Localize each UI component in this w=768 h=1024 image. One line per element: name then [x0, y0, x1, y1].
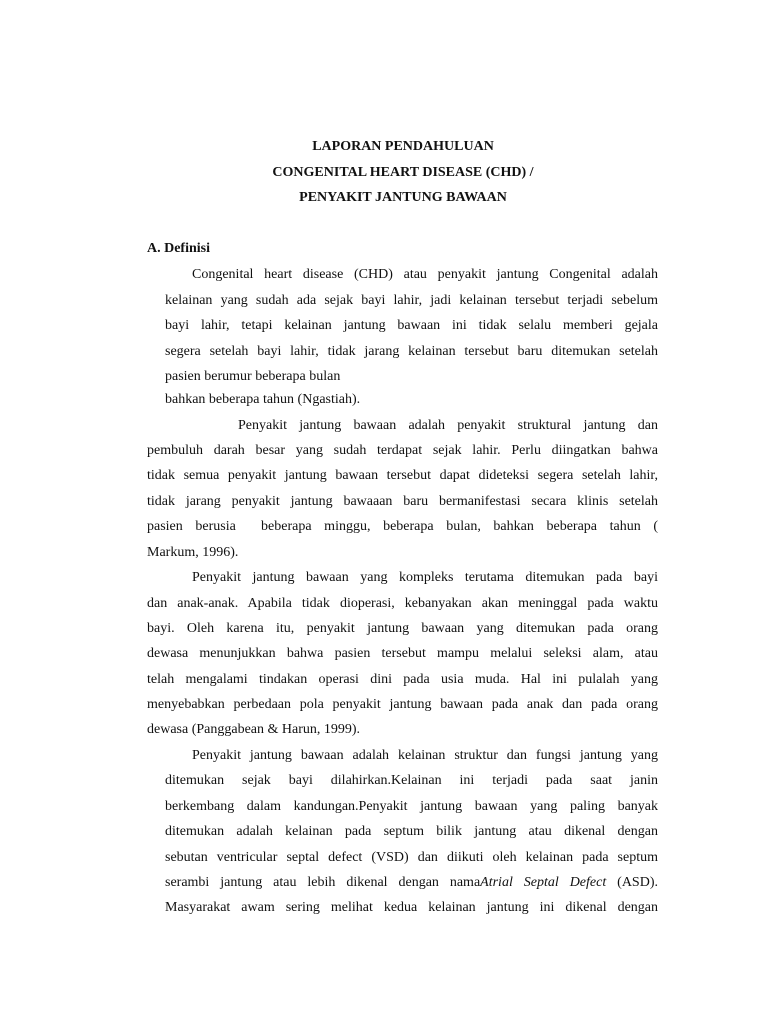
para1-line-2: kelainan yang sudah ada sejak bayi lahir, jadi kelainan tersebut terjadi sebelum: [165, 293, 658, 308]
para2-line-6: Markum, 1996).: [147, 545, 239, 560]
section-heading-definisi: A. Definisi: [147, 241, 210, 256]
para2-line-5: pasien berusia beberapa minggu, beberapa bulan, bahkan beberapa tahun (: [147, 519, 658, 534]
para1-line-5: pasien berumur beberapa bulan: [165, 369, 341, 384]
para2-line-2: pembuluh darah besar yang sudah terdapat sejak lahir. Perlu diingatkan bahwa: [147, 443, 658, 458]
para4-line-1: Penyakit jantung bawaan adalah kelainan struktur dan fungsi jantung yang: [192, 748, 658, 763]
para1-line-3: bayi lahir, tetapi kelainan jantung bawaan ini tidak selalu memberi gejala: [165, 318, 658, 333]
para1-line-4: segera setelah bayi lahir, tidak jarang kelainan tersebut baru ditemukan setelah: [165, 344, 658, 359]
para3-line-2: dan anak-anak. Apabila tidak dioperasi, kebanyakan akan meninggal pada waktu: [147, 596, 658, 611]
para4-line-6-italic-term: Atrial Septal Defect: [480, 875, 607, 890]
para2-line-1: Penyakit jantung bawaan adalah penyakit struktural jantung dan: [238, 418, 658, 433]
document-title-line-2: CONGENITAL HEART DISEASE (CHD) /: [272, 165, 534, 180]
para1-line-6: bahkan beberapa tahun (Ngastiah).: [165, 392, 361, 407]
para4-line-2: ditemukan sejak bayi dilahirkan.Kelainan ini terjadi pada saat janin: [165, 773, 658, 788]
para1-line-1: Congenital heart disease (CHD) atau penyakit jantung Congenital adalah: [192, 267, 658, 282]
para4-line-4: ditemukan adalah kelainan pada septum bilik jantung atau dikenal dengan: [165, 824, 658, 839]
para2-line-4: tidak jarang penyakit jantung bawaaan baru bermanifestasi secara klinis setelah: [147, 494, 658, 509]
para4-line-6-after: (ASD).: [606, 875, 658, 890]
para4-line-6-text: [165, 875, 658, 891]
para2-line-3: tidak semua penyakit jantung bawaan tersebut dapat dideteksi segera setelah lahir,: [147, 468, 658, 483]
document-title-line-1: LAPORAN PENDAHULUAN: [312, 139, 494, 154]
para3-line-7: dewasa (Panggabean & Harun, 1999).: [147, 722, 361, 737]
para3-line-1: Penyakit jantung bawaan yang kompleks terutama ditemukan pada bayi: [192, 570, 658, 585]
document-title-line-3: PENYAKIT JANTUNG BAWAAN: [299, 190, 507, 205]
para4-line-5: sebutan ventricular septal defect (VSD) dan diikuti oleh kelainan pada septum: [165, 850, 658, 865]
para3-line-5: telah mengalami tindakan operasi dini pada usia muda. Hal ini pulalah yang: [147, 672, 658, 687]
para4-line-7: Masyarakat awam sering melihat kedua kelainan jantung ini dikenal dengan: [165, 900, 658, 915]
para3-line-4: dewasa menunjukkan bahwa pasien tersebut mampu melalui seleksi alam, atau: [147, 646, 658, 661]
para4-line-3: berkembang dalam kandungan.Penyakit jantung bawaan yang paling banyak: [165, 799, 658, 814]
para4-line-6-before: serambi jantung atau lebih dikenal dengan nama: [165, 875, 481, 890]
para3-line-3: bayi. Oleh karena itu, penyakit jantung bawaan yang ditemukan pada orang: [147, 621, 658, 636]
para3-line-6: menyebabkan perbedaan pola penyakit jantung bawaan pada anak dan pada orang: [147, 697, 658, 712]
para4-line-6: [165, 875, 658, 891]
